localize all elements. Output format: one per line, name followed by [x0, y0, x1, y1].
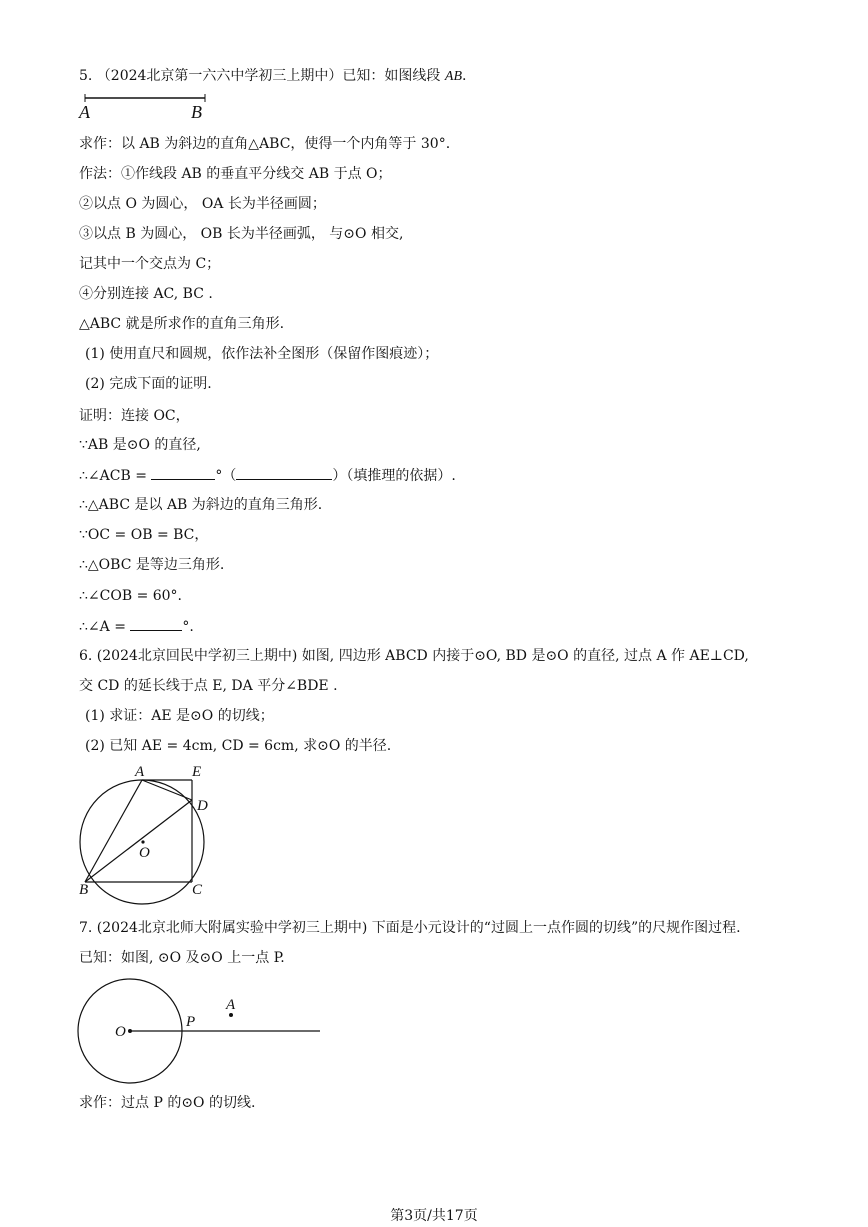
- label-e: E: [192, 764, 202, 780]
- q6-circle-figure: [75, 762, 215, 896]
- q6-sub1: (1) 求证：AE 是⊙O 的切线；: [85, 708, 274, 724]
- answer-blank-angle[interactable]: [151, 465, 215, 480]
- q6-sub2: (2) 已知 AE = 4cm, CD = 6cm, 求⊙O 的半径.: [85, 738, 392, 754]
- q6-header-2: 交 CD 的延长线于点 E, DA 平分∠BDE .: [79, 678, 338, 694]
- q5-step-5: ④分别连接 AC, BC .: [79, 286, 213, 302]
- q7-circle-figure: [75, 976, 325, 1086]
- page-footer: 第3页/共17页: [390, 1208, 478, 1224]
- segment-ab: [85, 780, 142, 882]
- q5-proof-1: 证明：连接 OC，: [79, 408, 190, 424]
- center-point: [141, 840, 144, 843]
- q5-proof-7: ∴∠COB = 60°.: [79, 588, 183, 604]
- q5-step-3: ③以点 B 为圆心， OB 长为半径画弧， 与⊙O 相交,: [79, 226, 404, 242]
- q5-sub1: (1) 使用直尺和圆规，依作法补全图形（保留作图痕迹）；: [85, 346, 439, 362]
- q6-header: 6. (2024北京回民中学初三上期中) 如图, 四边形 ABCD 内接于⊙O, BD 是⊙O 的直径, 过点 A 作 AE⊥CD,: [79, 648, 749, 664]
- q5-step-1: 作法：①作线段 AB 的垂直平分线交 AB 于点 O；: [79, 166, 392, 182]
- q7-header: 7. (2024北京北师大附属实验中学初三上期中) 下面是小元设计的“过圆上一点作圆的切线”的尺规作图过程.: [79, 920, 741, 936]
- q5-proof-2: ∵AB 是⊙O 的直径,: [79, 437, 201, 453]
- segment-bd: [85, 800, 192, 882]
- point-o: [128, 1029, 132, 1033]
- label-a: A: [135, 764, 145, 780]
- label-c: C: [192, 882, 203, 898]
- q5-proof-4: ∴△ABC 是以 AB 为斜边的直角三角形.: [79, 497, 323, 513]
- segment-ad: [142, 780, 192, 800]
- q5-conclusion: △ABC 就是所求作的直角三角形.: [79, 316, 285, 332]
- label-o: O: [115, 1024, 126, 1040]
- label-a: A: [226, 997, 236, 1013]
- q7-task: 求作：过点 P 的⊙O 的切线.: [79, 1095, 256, 1111]
- q5-proof-8: ∴∠A = °.: [79, 616, 194, 637]
- q5-task: 求作：以 AB 为斜边的直角△ABC，使得一个内角等于 30°.: [79, 136, 451, 152]
- q5-step-4: 记其中一个交点为 C；: [79, 256, 221, 272]
- label-a: A: [79, 102, 90, 122]
- q5-segment-figure: [79, 92, 219, 122]
- answer-blank-angle-a[interactable]: [130, 616, 182, 631]
- q5-proof-3: ∴∠ACB = °（ ）（填推理的依据）.: [79, 465, 456, 486]
- label-o: O: [139, 845, 150, 861]
- q5-header: 5. （2024北京第一六六中学初三上期中）已知：如图线段 AB.: [79, 68, 467, 84]
- label-b: B: [191, 102, 202, 122]
- label-b: B: [79, 882, 89, 898]
- label-p: P: [186, 1014, 196, 1030]
- q5-proof-6: ∴△OBC 是等边三角形.: [79, 557, 225, 573]
- q5-sub2: (2) 完成下面的证明.: [85, 376, 212, 392]
- point-a: [229, 1013, 233, 1017]
- q5-step-2: ②以点 O 为圆心， OA 长为半径画圆；: [79, 196, 326, 212]
- answer-blank-reason[interactable]: [236, 465, 332, 480]
- q5-proof-5: ∵OC = OB = BC，: [79, 527, 209, 543]
- q7-known: 已知：如图, ⊙O 及⊙O 上一点 P.: [79, 950, 285, 966]
- label-d: D: [197, 798, 208, 814]
